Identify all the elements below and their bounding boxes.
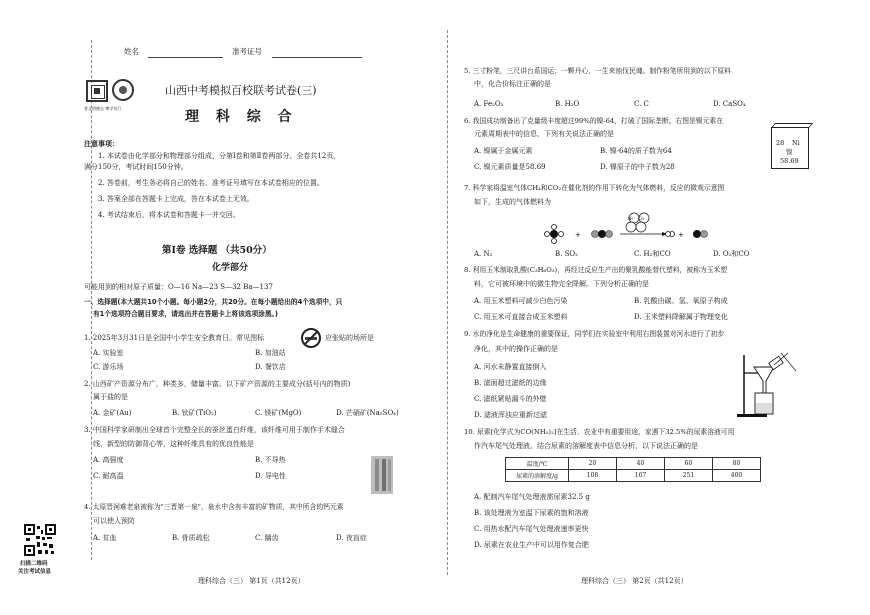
svg-text:+: + bbox=[575, 231, 581, 239]
option-d[interactable]: D. 镍原子的中子数为28 bbox=[600, 163, 675, 171]
option-d[interactable]: D. 芒硝矿(Na₂SO₄) bbox=[336, 409, 399, 417]
option-c[interactable]: C. 镍元素质量是58.69 bbox=[474, 163, 546, 171]
no-smoking-icon bbox=[301, 328, 321, 348]
option-a[interactable]: A. Fe₂O₃ bbox=[474, 100, 504, 108]
option-c[interactable]: C. C bbox=[634, 100, 649, 108]
name-underline bbox=[148, 57, 223, 58]
option-d[interactable]: D. 尿素在农业生产中可以用作复合肥 bbox=[474, 541, 589, 549]
name-label: 姓名 bbox=[124, 47, 139, 56]
option-c[interactable]: C. 滤纸紧贴漏斗的外壁 bbox=[474, 395, 547, 403]
option-c[interactable]: C. 龋齿 bbox=[255, 534, 279, 542]
note-line: 3. 答案全部在答题卡上完成，答在本试卷上无效。 bbox=[98, 195, 254, 203]
atomic-masses: 可能用到的相对原子质量：O—16 Na—23 S—32 Ba—137 bbox=[84, 283, 273, 291]
exam-number-label: 准考证号 bbox=[232, 47, 262, 56]
instructions-line: 一、选择题(本大题共10个小题。每小题2分，共20分。在每小题给出的4个选项中，只 bbox=[84, 298, 343, 306]
question-8-line2: 料，它可被环境中的微生物完全降解。下列分析正确的是 bbox=[474, 280, 649, 288]
option-d[interactable]: D. O₂和CO bbox=[713, 250, 750, 258]
option-c[interactable]: C. 游乐场 bbox=[93, 363, 124, 371]
notes-title: 注意事项： bbox=[84, 140, 119, 148]
option-b[interactable]: B. 镍-64的质子数为64 bbox=[600, 147, 672, 155]
section-heading: 第Ⅰ卷 选择题 （共50分） bbox=[162, 245, 272, 256]
question-4: 4. 太原晋祠难老泉被称为"三晋第一泉"，泉水中含有丰富的矿物质，其中所含的钙元素 bbox=[84, 503, 344, 511]
question-8: 8. 利用玉米制取乳酸(C₃H₆O₃)，再经过反应生产出的聚乳酸能替代塑料，被称为玉米塑 bbox=[464, 266, 728, 274]
option-c[interactable]: C. 用玉米可直接合成玉米塑料 bbox=[474, 313, 568, 321]
question-5-line2: 中，化合价标注正确的是 bbox=[474, 80, 551, 88]
page-footer: 理科综合（三） 第1页（共12页） bbox=[198, 577, 305, 585]
option-d[interactable]: D. 导电性 bbox=[255, 472, 286, 480]
option-b[interactable]: B. SO₂ bbox=[555, 250, 578, 258]
option-c[interactable]: C. H₂和CO bbox=[634, 250, 671, 258]
reaction-diagram bbox=[540, 206, 740, 246]
option-b[interactable]: B. 加油站 bbox=[255, 349, 286, 357]
table-cell: 尿素的溶解度/g bbox=[506, 470, 569, 482]
option-a[interactable]: A. 配制汽车尾气处理液需尿素32.5 g bbox=[474, 493, 590, 501]
option-a[interactable]: A. 镍属于金属元素 bbox=[474, 147, 533, 155]
nickel-element-box bbox=[771, 127, 809, 169]
qr-caption: 扫描二维码 bbox=[20, 561, 48, 567]
question-4-line2: 可以使人预防 bbox=[93, 517, 135, 525]
exam-title: 山西中考模拟百校联考试卷(三) bbox=[165, 84, 317, 97]
question-10-line2: 作汽车尾气处理液。结合尿素的溶解度表中信息分析，以下说法正确的是 bbox=[474, 442, 698, 450]
question-10: 10. 尿素[化学式为CO(NH₂)₂]在生活、农业中有重要用途，家遇下32.5%的尿素溶液可用 bbox=[464, 428, 735, 436]
element-symbol: Ni bbox=[792, 139, 800, 147]
note-line: 1. 本试卷由化学部分和物理部分组成，分第Ⅰ卷和第Ⅱ卷两部分。全卷共12页， bbox=[98, 152, 341, 160]
option-a[interactable]: A. 河水未静置直接倒入 bbox=[474, 363, 547, 371]
option-c[interactable]: C. 用热水配汽车尾气处理液速率更快 bbox=[474, 525, 589, 533]
option-c[interactable]: C. 镁矿(MgO) bbox=[255, 409, 302, 417]
question-6-line2: 元素周期表中的信息，下列有关说法正确的是 bbox=[474, 130, 614, 138]
option-b[interactable]: B. 不导热 bbox=[255, 456, 286, 464]
atomic-number: 28 bbox=[776, 139, 785, 147]
note-line: 4. 考试结束后，将本试卷和答题卡一并交回。 bbox=[98, 211, 240, 219]
solubility-table bbox=[505, 457, 761, 482]
question-9-line2: 净化，其中的操作正确的是 bbox=[474, 345, 558, 353]
question-2-line2: 属于盐的是 bbox=[93, 393, 128, 401]
table-header-cell: 80 bbox=[713, 458, 761, 470]
element-name: 镍 bbox=[786, 148, 793, 156]
table-cell: 167 bbox=[617, 470, 665, 482]
page-footer: 理科综合（三） 第2页（共12页） bbox=[581, 577, 688, 585]
option-b[interactable]: B. 钛矿(TiO₂) bbox=[172, 409, 217, 417]
svg-text:+: + bbox=[678, 231, 684, 239]
option-b[interactable]: B. H₂O bbox=[555, 100, 580, 108]
option-b[interactable]: B. 骨质疏松 bbox=[172, 534, 210, 542]
qr-caption: 关注考试信息 bbox=[18, 569, 52, 575]
option-b[interactable]: B. 乳酸由碳、氢、氧原子构成 bbox=[634, 297, 728, 305]
option-d[interactable]: D. 夜盲症 bbox=[336, 534, 367, 542]
table-header-cell: 40 bbox=[617, 458, 665, 470]
page-divider bbox=[447, 30, 448, 575]
table-cell: 400 bbox=[713, 470, 761, 482]
catalyst-label: Ni bbox=[628, 217, 633, 222]
table-header-cell: 20 bbox=[569, 458, 617, 470]
question-7-line2: 如下，生成的气体燃料为 bbox=[474, 198, 551, 206]
table-header-cell: 温度/℃ bbox=[506, 458, 569, 470]
fiber-photo bbox=[371, 456, 393, 494]
option-d[interactable]: D. CaSO₄ bbox=[713, 100, 746, 108]
option-a[interactable]: A. 金矿(Au) bbox=[93, 409, 132, 417]
catalyst-label: Co bbox=[638, 217, 644, 222]
instructions-line: 有1个选项符合题目要求，请选出并在答题卡上将该选项涂黑。) bbox=[93, 310, 278, 318]
option-a[interactable]: A. 高强度 bbox=[93, 456, 124, 464]
option-b[interactable]: B. 滤面超过滤纸的边缘 bbox=[474, 379, 547, 387]
question-1: 1. 2025年3月31日是全国中小学生安全教育日。常见图标 bbox=[84, 334, 265, 342]
option-a[interactable]: A. 实验室 bbox=[93, 349, 124, 357]
table-header-cell: 60 bbox=[665, 458, 713, 470]
question-1-tail: 应张贴的场所是 bbox=[325, 334, 374, 342]
option-d[interactable]: D. 滤液浑浊应重新过滤 bbox=[474, 411, 547, 419]
option-a[interactable]: A. 贫血 bbox=[93, 534, 117, 542]
option-d[interactable]: D. 玉米塑料降解属于物理变化 bbox=[634, 313, 728, 321]
question-3-line2: 线、新型的防御背心等，这种纤维具有的优良性能是 bbox=[93, 440, 254, 448]
option-c[interactable]: C. 耐高温 bbox=[93, 472, 124, 480]
option-b[interactable]: B. 该处理液为室温下尿素的饱和溶液 bbox=[474, 509, 589, 517]
note-line: 2. 答卷前，考生务必将自己的姓名、准考证号填写在本试卷相应的位置。 bbox=[98, 179, 324, 187]
qr-code[interactable] bbox=[24, 524, 56, 556]
question-3: 3. 中国科学家研制出全球首个完整全长的蚕丝蛋白纤维，该纤维可用于制作手术缝合 bbox=[84, 426, 345, 434]
question-7: 7. 科学家将温室气体CH₄和CO₂在催化剂的作用下转化为气体燃料，反应的微观示意图 bbox=[464, 184, 725, 192]
school-logo-icon bbox=[86, 80, 108, 102]
option-a[interactable]: A. N₂ bbox=[474, 250, 493, 258]
question-2: 2. 山西矿产资源分布广，种类多，储量丰富。以下矿产资源的主要成分(括号内的物质) bbox=[84, 380, 351, 388]
subject-title: 理 科 综 合 bbox=[185, 109, 298, 125]
logo-caption: 育文明德志 博学笃行 bbox=[84, 106, 122, 111]
filtration-apparatus bbox=[736, 345, 801, 420]
question-6: 6. 我国成功制备出了克量级丰度超过99%的镍-64，打破了国际垄断。右图是镍元素在 bbox=[464, 117, 723, 125]
exam-number-underline bbox=[272, 57, 362, 58]
atomic-mass: 58.69 bbox=[780, 157, 799, 165]
chemistry-heading: 化学部分 bbox=[212, 263, 249, 273]
note-line: 满分150分，考试时间150分钟。 bbox=[84, 163, 188, 171]
question-5: 5. 三寸粉笔，三尺讲台系国运；一颗丹心，一生来烛伐民魂。制作粉笔所用到的以下原料 bbox=[464, 67, 731, 75]
option-d[interactable]: D. 餐饮店 bbox=[255, 363, 286, 371]
table-cell: 251 bbox=[665, 470, 713, 482]
option-a[interactable]: A. 用玉米塑料可减少白色污染 bbox=[474, 297, 568, 305]
question-9: 9. 水的净化是生命健康的重要保证，同学们在实验室中利用右图装置对河水进行了初步 bbox=[464, 330, 725, 338]
table-cell: 108 bbox=[569, 470, 617, 482]
seal-icon bbox=[112, 79, 134, 101]
